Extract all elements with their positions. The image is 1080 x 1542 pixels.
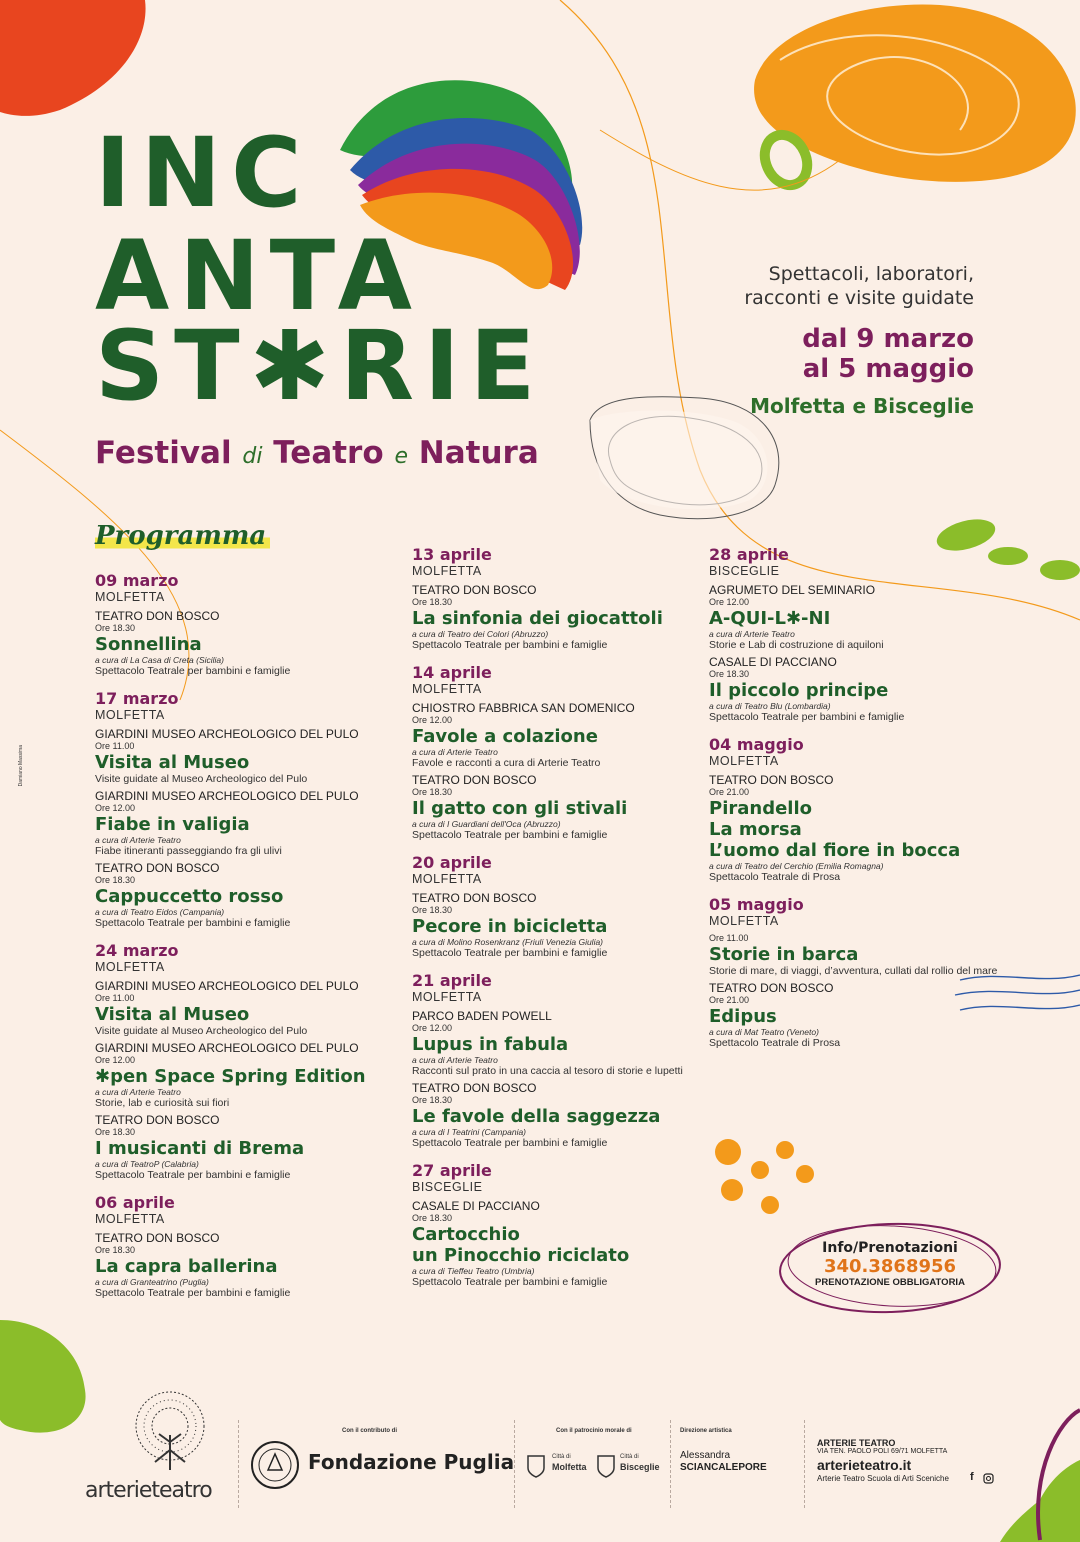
event-time: Ore 18.30 bbox=[95, 1127, 136, 1137]
subtitle-festival: Festival bbox=[95, 435, 232, 471]
program-day bbox=[95, 942, 395, 1182]
event-title: La capra ballerina bbox=[95, 1256, 278, 1277]
event-date: 17 marzo bbox=[95, 689, 179, 708]
event-item bbox=[412, 583, 712, 652]
program-column-1 bbox=[95, 572, 395, 1312]
event-venue: TEATRO DON BOSCO bbox=[412, 583, 537, 597]
event-description: Spettacolo Teatrale per bambini e famiglie bbox=[412, 1276, 608, 1288]
event-time: Ore 18.30 bbox=[95, 1245, 136, 1255]
green-pebble bbox=[1040, 560, 1080, 580]
facebook-icon[interactable]: f bbox=[970, 1471, 974, 1483]
event-item bbox=[95, 727, 395, 786]
event-title: Lupus in fabula bbox=[412, 1034, 569, 1055]
event-curator: a cura di Arterie Teatro bbox=[709, 629, 795, 639]
event-description: Spettacolo Teatrale di Prosa bbox=[709, 871, 841, 883]
event-description: Storie, lab e curiosità sui fiori bbox=[95, 1097, 230, 1109]
event-city: MOLFETTA bbox=[412, 990, 482, 1004]
event-time: Ore 11.00 bbox=[95, 741, 135, 751]
title-line-2: ANTA bbox=[95, 220, 422, 332]
event-description: Visite guidate al Museo Archeologico del Pulo bbox=[95, 1025, 308, 1037]
topo-blob bbox=[590, 411, 767, 510]
event-city: MOLFETTA bbox=[412, 872, 482, 886]
dates-line-1: dal 9 marzo bbox=[802, 324, 974, 354]
event-time: Ore 18.30 bbox=[95, 875, 136, 885]
event-venue: TEATRO DON BOSCO bbox=[95, 861, 220, 875]
event-title: Cappuccetto rosso bbox=[95, 886, 284, 907]
event-title-line: L’uomo dal fiore in bocca bbox=[709, 840, 961, 861]
event-curator: a cura di Arterie Teatro bbox=[412, 747, 498, 757]
footer bbox=[0, 1390, 1080, 1520]
tagline-line-1: Spettacoli, laboratori, bbox=[768, 263, 974, 285]
event-item bbox=[95, 1041, 395, 1110]
event-time: Ore 18.30 bbox=[412, 787, 453, 797]
event-venue: GIARDINI MUSEO ARCHEOLOGICO DEL PULO bbox=[95, 979, 359, 993]
city1-small: Città di bbox=[552, 1454, 571, 1460]
program-day bbox=[412, 546, 712, 652]
event-date: 24 marzo bbox=[95, 941, 179, 960]
program-day bbox=[95, 572, 395, 678]
event-time: Ore 12.00 bbox=[412, 715, 453, 725]
event-venue: TEATRO DON BOSCO bbox=[95, 1113, 220, 1127]
event-description: Visite guidate al Museo Archeologico del Pulo bbox=[95, 773, 308, 785]
event-date: 27 aprile bbox=[412, 1161, 492, 1180]
event-venue: GIARDINI MUSEO ARCHEOLOGICO DEL PULO bbox=[95, 727, 359, 741]
event-city: BISCEGLIE bbox=[709, 564, 780, 578]
event-title: Il gatto con gli stivali bbox=[412, 798, 628, 819]
event-curator: a cura di Arterie Teatro bbox=[95, 835, 181, 845]
event-venue: CASALE DI PACCIANO bbox=[412, 1199, 540, 1213]
event-city: MOLFETTA bbox=[709, 914, 779, 928]
program-column-3 bbox=[709, 546, 1009, 1062]
title-line-3: ST✱RIE bbox=[95, 310, 546, 422]
event-venue: AGRUMETO DEL SEMINARIO bbox=[709, 583, 876, 597]
event-title: Edipus bbox=[709, 1006, 777, 1027]
event-city: MOLFETTA bbox=[95, 960, 165, 974]
company-address: VIA TEN. PAOLO POLI 69/71 MOLFETTA bbox=[817, 1448, 948, 1455]
event-title: A-QUI-L✱-NI bbox=[709, 608, 831, 629]
event-item bbox=[412, 1081, 712, 1150]
event-venue: CHIOSTRO FABBRICA SAN DOMENICO bbox=[412, 701, 635, 715]
arterie-logo-text: arterieteatro bbox=[85, 1478, 212, 1503]
event-item bbox=[709, 981, 1009, 1050]
program-day bbox=[412, 854, 712, 960]
event-title: Pecore in bicicletta bbox=[412, 916, 608, 937]
event-date: 04 maggio bbox=[709, 735, 804, 754]
orange-dot bbox=[715, 1139, 741, 1165]
program-day bbox=[709, 546, 1009, 724]
direzione-label: Direzione artistica bbox=[680, 1428, 732, 1434]
event-title: Sonnellina bbox=[95, 634, 202, 655]
event-item bbox=[709, 933, 1009, 978]
event-date: 06 aprile bbox=[95, 1193, 175, 1212]
school-name: Arterie Teatro Scuola di Arti Sceniche bbox=[817, 1474, 949, 1483]
event-time: Ore 18.30 bbox=[95, 623, 136, 633]
title-line-1: INC bbox=[95, 117, 312, 229]
event-date: 21 aprile bbox=[412, 971, 492, 990]
event-time: Ore 21.00 bbox=[709, 995, 750, 1005]
event-city: MOLFETTA bbox=[95, 590, 165, 604]
event-description: Spettacolo Teatrale per bambini e famiglie bbox=[95, 917, 291, 929]
program-day bbox=[412, 664, 712, 842]
subtitle-teatro: Teatro bbox=[273, 435, 384, 471]
event-time: Ore 12.00 bbox=[412, 1023, 453, 1033]
event-item bbox=[709, 583, 1009, 652]
event-item bbox=[412, 1009, 712, 1078]
event-title-group bbox=[709, 798, 1009, 861]
event-date: 05 maggio bbox=[709, 895, 804, 914]
event-date: 20 aprile bbox=[412, 853, 492, 872]
event-curator: a cura di Granteatrino (Puglia) bbox=[95, 1277, 209, 1287]
event-date: 14 aprile bbox=[412, 663, 492, 682]
event-time: Ore 18.30 bbox=[412, 905, 453, 915]
event-venue: GIARDINI MUSEO ARCHEOLOGICO DEL PULO bbox=[95, 1041, 359, 1055]
event-title-group bbox=[412, 1224, 712, 1266]
dates-line-2: al 5 maggio bbox=[802, 354, 974, 384]
event-description: Spettacolo Teatrale per bambini e famiglie bbox=[412, 947, 608, 959]
info-note: PRENOTAZIONE OBBLIGATORIA bbox=[815, 1277, 965, 1288]
city2-small: Città di bbox=[620, 1454, 639, 1460]
event-title-line: Cartocchio bbox=[412, 1224, 520, 1245]
footer-separator bbox=[514, 1420, 515, 1508]
orange-dot bbox=[796, 1165, 814, 1183]
event-title: Storie in barca bbox=[709, 944, 859, 965]
event-city: MOLFETTA bbox=[95, 1212, 165, 1226]
tagline bbox=[744, 262, 974, 310]
foundation-name: Fondazione Puglia bbox=[308, 1450, 515, 1474]
website-link[interactable]: arterieteatro.it bbox=[817, 1457, 912, 1473]
event-description: Spettacolo Teatrale per bambini e famiglie bbox=[412, 1137, 608, 1149]
event-curator: a cura di TeatroP (Calabria) bbox=[95, 1159, 199, 1169]
event-curator: a cura di Tieffeu Teatro (Umbria) bbox=[412, 1266, 535, 1276]
event-description: Storie e Lab di costruzione di aquiloni bbox=[709, 639, 884, 651]
event-description: Favole e racconti a cura di Arterie Teatro bbox=[412, 757, 601, 769]
event-title: La sinfonia dei giocattoli bbox=[412, 608, 663, 629]
event-item bbox=[412, 891, 712, 960]
event-title: Visita al Museo bbox=[95, 752, 250, 773]
event-description: Spettacolo Teatrale per bambini e famiglie bbox=[95, 665, 291, 677]
event-title: Il piccolo principe bbox=[709, 680, 889, 701]
bisceglie-crest-icon bbox=[596, 1452, 616, 1478]
event-curator: a cura di Teatro dei Colori (Abruzzo) bbox=[412, 629, 549, 639]
program-day bbox=[412, 972, 712, 1150]
program-column-2 bbox=[412, 546, 712, 1301]
event-item bbox=[412, 701, 712, 770]
city2-name: Bisceglie bbox=[620, 1462, 660, 1472]
event-item bbox=[95, 1113, 395, 1182]
program-day bbox=[709, 736, 1009, 884]
event-curator: a cura di I Teatrini (Campania) bbox=[412, 1127, 527, 1137]
event-time: Ore 11.00 bbox=[95, 993, 135, 1003]
event-title: I musicanti di Brema bbox=[95, 1138, 305, 1159]
event-venue: GIARDINI MUSEO ARCHEOLOGICO DEL PULO bbox=[95, 789, 359, 803]
event-venue: CASALE DI PACCIANO bbox=[709, 655, 837, 669]
event-title-line: La morsa bbox=[709, 819, 802, 840]
event-venue: TEATRO DON BOSCO bbox=[95, 1231, 220, 1245]
event-city: MOLFETTA bbox=[709, 754, 779, 768]
director-first-name: Alessandra bbox=[680, 1450, 731, 1461]
program-day bbox=[95, 1194, 395, 1300]
event-title: ✱pen Space Spring Edition bbox=[95, 1066, 366, 1087]
event-time: Ore 21.00 bbox=[709, 787, 750, 797]
event-curator: a cura di Molino Rosenkranz (Friuli Venezia Giulia) bbox=[412, 937, 604, 947]
orange-dot bbox=[721, 1179, 743, 1201]
event-description: Spettacolo Teatrale per bambini e famiglie bbox=[412, 829, 608, 841]
event-description: Fiabe itineranti passeggiando fra gli ulivi bbox=[95, 845, 282, 857]
event-curator: a cura di Teatro Blu (Lombardia) bbox=[709, 701, 831, 711]
event-time: Ore 18.30 bbox=[412, 1213, 453, 1223]
event-curator: a cura di La Casa di Creta (Sicilia) bbox=[95, 655, 224, 665]
molfetta-crest-icon bbox=[526, 1452, 546, 1478]
event-venue: TEATRO DON BOSCO bbox=[412, 773, 537, 787]
event-time: Ore 12.00 bbox=[95, 1055, 136, 1065]
tagline-line-2: racconti e visite guidate bbox=[744, 287, 974, 309]
subtitle-e: e bbox=[394, 444, 408, 469]
festival-dates bbox=[802, 324, 974, 384]
event-item bbox=[709, 773, 1009, 884]
event-time: Ore 18.30 bbox=[412, 597, 453, 607]
event-venue: TEATRO DON BOSCO bbox=[709, 773, 834, 787]
side-credit: Damiano Massima bbox=[18, 745, 24, 787]
event-item bbox=[412, 1199, 712, 1289]
event-venue: TEATRO DON BOSCO bbox=[95, 609, 220, 623]
event-item bbox=[95, 1231, 395, 1300]
subtitle-natura: Natura bbox=[418, 435, 539, 471]
red-blob bbox=[0, 0, 146, 116]
footer-separator bbox=[804, 1420, 805, 1508]
event-curator: a cura di Arterie Teatro bbox=[95, 1087, 181, 1097]
event-venue: TEATRO DON BOSCO bbox=[412, 1081, 537, 1095]
event-curator: a cura di Mat Teatro (Veneto) bbox=[709, 1027, 819, 1037]
event-description: Spettacolo Teatrale per bambini e famiglie bbox=[412, 639, 608, 651]
event-curator: a cura di Arterie Teatro bbox=[412, 1055, 498, 1065]
event-item bbox=[95, 861, 395, 930]
subtitle-di: di bbox=[242, 444, 263, 469]
event-description: Spettacolo Teatrale per bambini e famiglie bbox=[95, 1169, 291, 1181]
event-date: 13 aprile bbox=[412, 545, 492, 564]
event-description: Racconti sul prato in una caccia al tesoro di storie e lupetti bbox=[412, 1065, 683, 1077]
event-date: 28 aprile bbox=[709, 545, 789, 564]
event-time: Ore 11.00 bbox=[709, 933, 749, 943]
event-venue: PARCO BADEN POWELL bbox=[412, 1009, 552, 1023]
event-title: Favole a colazione bbox=[412, 726, 598, 747]
event-time: Ore 18.30 bbox=[412, 1095, 453, 1105]
event-time: Ore 18.30 bbox=[709, 669, 750, 679]
event-item bbox=[709, 655, 1009, 724]
event-city: MOLFETTA bbox=[95, 708, 165, 722]
event-item bbox=[95, 979, 395, 1038]
event-title: Le favole della saggezza bbox=[412, 1106, 661, 1127]
event-venue: TEATRO DON BOSCO bbox=[709, 981, 834, 995]
info-label: Info/Prenotazioni bbox=[822, 1240, 958, 1256]
orange-dot bbox=[751, 1161, 769, 1179]
contributo-label: Con il contributo di bbox=[342, 1428, 397, 1434]
event-time: Ore 12.00 bbox=[95, 803, 136, 813]
event-date: 09 marzo bbox=[95, 571, 179, 590]
event-item bbox=[412, 773, 712, 842]
festival-location: Molfetta e Bisceglie bbox=[750, 394, 974, 418]
event-title-line: Pirandello bbox=[709, 798, 812, 819]
footer-separator bbox=[238, 1420, 239, 1508]
event-description: Storie di mare, di viaggi, d’avventura, cullati dal rollio del mare bbox=[709, 965, 998, 977]
orange-dot bbox=[776, 1141, 794, 1159]
event-curator: a cura di Teatro del Cerchio (Emilia Romagna) bbox=[709, 861, 884, 871]
patrocinio-label: Con il patrocinio morale di bbox=[556, 1428, 632, 1434]
program-day bbox=[412, 1162, 712, 1289]
event-city: MOLFETTA bbox=[412, 682, 482, 696]
programma-heading: Programma bbox=[95, 521, 270, 551]
director-last-name: SCIANCALEPORE bbox=[680, 1462, 767, 1473]
event-venue: TEATRO DON BOSCO bbox=[412, 891, 537, 905]
orange-dot bbox=[761, 1196, 779, 1214]
event-description: Spettacolo Teatrale di Prosa bbox=[709, 1037, 841, 1049]
program-day bbox=[709, 896, 1009, 1050]
event-description: Spettacolo Teatrale per bambini e famiglie bbox=[95, 1287, 291, 1299]
event-title-line: un Pinocchio riciclato bbox=[412, 1245, 630, 1266]
info-box bbox=[790, 1232, 990, 1302]
foundation-seal-icon bbox=[250, 1440, 300, 1490]
program-day bbox=[95, 690, 395, 930]
event-item bbox=[95, 609, 395, 678]
event-description: Spettacolo Teatrale per bambini e famiglie bbox=[709, 711, 905, 723]
tree-logo-icon bbox=[115, 1390, 225, 1482]
event-item bbox=[95, 789, 395, 858]
event-title: Visita al Museo bbox=[95, 1004, 250, 1025]
event-time: Ore 12.00 bbox=[709, 597, 750, 607]
event-curator: a cura di Teatro Eidos (Campania) bbox=[95, 907, 225, 917]
festival-subtitle bbox=[95, 435, 539, 471]
event-title: Fiabe in valigia bbox=[95, 814, 250, 835]
event-curator: a cura di I Guardiani dell'Oca (Abruzzo) bbox=[412, 819, 561, 829]
city1-name: Molfetta bbox=[552, 1462, 587, 1472]
company-name: ARTERIE TEATRO bbox=[817, 1438, 896, 1448]
info-phone[interactable]: 340.3868956 bbox=[823, 1256, 957, 1277]
footer-separator bbox=[670, 1420, 671, 1508]
event-city: BISCEGLIE bbox=[412, 1180, 483, 1194]
instagram-icon[interactable] bbox=[983, 1473, 994, 1484]
event-city: MOLFETTA bbox=[412, 564, 482, 578]
